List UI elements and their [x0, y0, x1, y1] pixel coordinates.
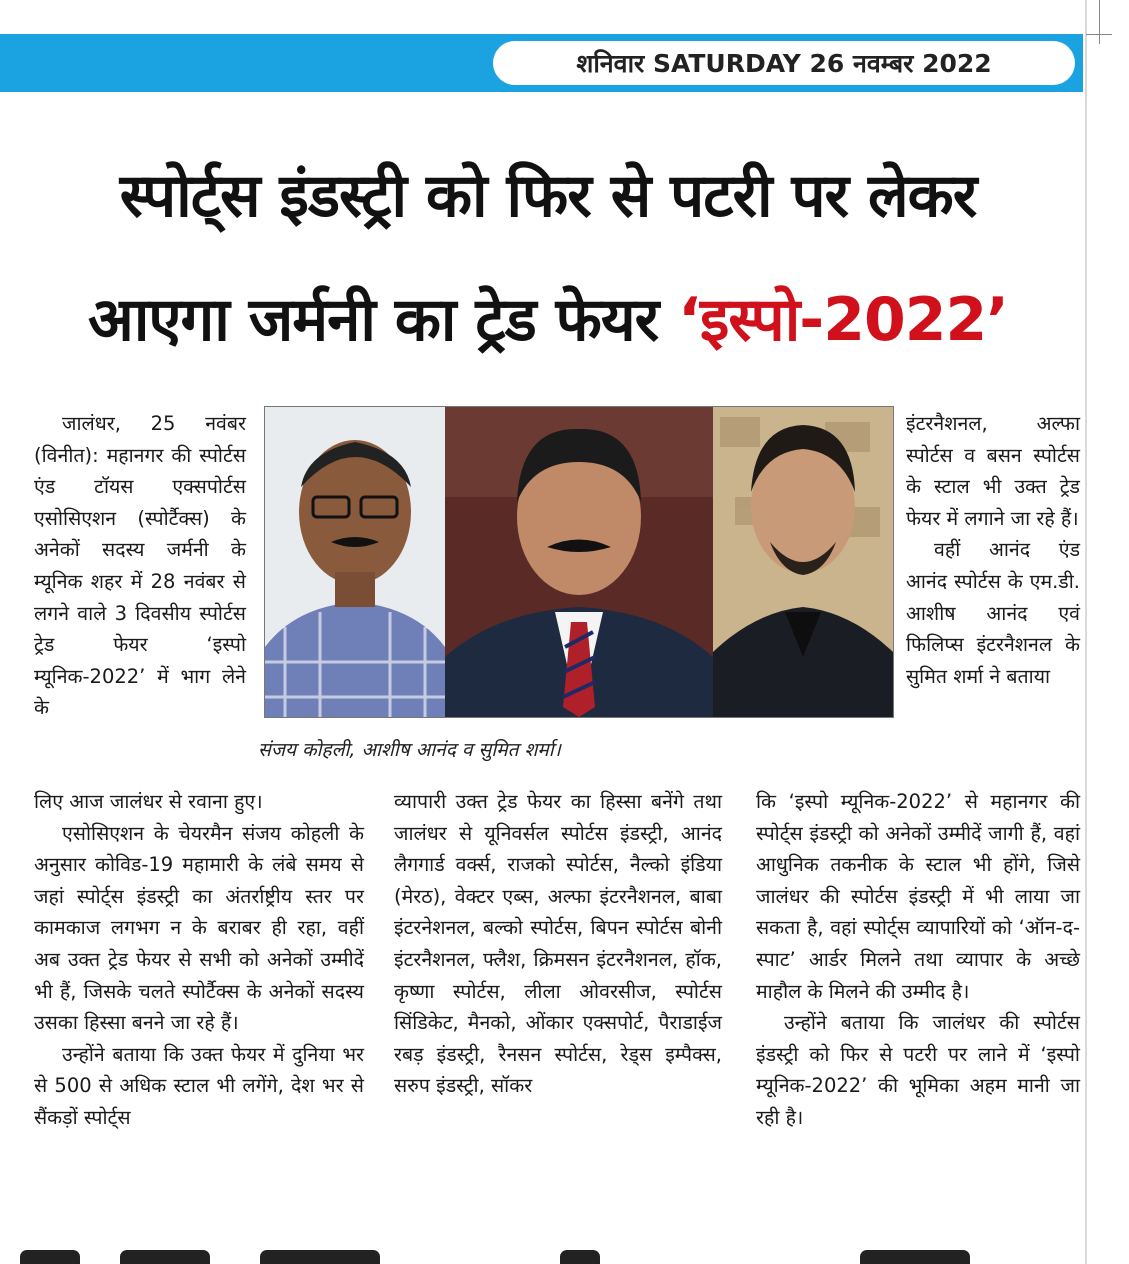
article-paragraph: कि ‘इस्पो म्यूनिक-2022’ से महानगर की स्पोर्ट्स इंडस्ट्री को अनेकों उम्मीदें जागी हैं, वहां आधुनिक तकनीक के स्टाल भी होंगे, जिसे जालंधर की स्पोर्टस इंडस्ट्री में भी लाया जा सकता है, वहां स्पोर्ट्स व्यापारियों को ‘ऑन-द-स्पाट’ आर्डर मिलने तथा व्यापार के अच्छे माहौल के मिलने की उम्मीद है। [756, 790, 1080, 1003]
article-paragraph: वहीं आनंद एंड आनंद स्पोर्टस के एम.डी. आशीष आनंद एवं फिलिप्स इंटरनैशनल के सुमित शर्मा ने बताया [906, 538, 1080, 688]
next-article-cutoff [0, 1244, 1083, 1264]
photo-caption: संजय कोहली, आशीष आनंद व सुमित शर्मा। [258, 739, 561, 761]
headline-line-1: स्पोर्ट्स इंडस्ट्री को फिर से पटरी पर लेकर [119, 161, 977, 231]
article-col3-top [906, 408, 1080, 692]
article-col1-bottom [34, 786, 364, 1134]
crop-mark [1099, 0, 1100, 44]
article-paragraph: इंटरनैशनल, अल्फा स्पोर्टस व बसन स्पोर्टस के स्टाल भी उक्त ट्रेड फेयर में लगाने जा रहे हैं। [906, 412, 1080, 530]
date-line: शनिवार SATURDAY 26 नवम्बर 2022 [493, 41, 1075, 85]
article-col3-bottom [756, 786, 1080, 1134]
headline-highlight: ‘इस्पो-2022’ [678, 285, 1008, 355]
article-paragraph: लिए आज जालंधर से रवाना हुए। [34, 790, 263, 813]
article-paragraph: उन्होंने बताया कि जालंधर की स्पोर्टस इंडस्ट्री को फिर से पटरी पर लाने में ‘इस्पो म्यूनिक-2022’ की भूमिका अहम मानी जा रही है। [756, 1011, 1080, 1129]
article-col2 [394, 786, 722, 1102]
article-paragraph: उन्होंने बताया कि उक्त फेयर में दुनिया भर से 500 से अधिक स्टाल भी लगेंगे, देश भर से सैंकड़ों स्पोर्ट्स [34, 1042, 364, 1129]
headline-line-2 [18, 258, 1078, 382]
page-gutter [1085, 0, 1129, 1264]
photo-illustration [265, 407, 893, 717]
news-photo [264, 406, 894, 718]
headline-line-2-black: आएगा जर्मनी का ट्रेड फेयर [88, 285, 659, 355]
article-paragraph: जालंधर, 25 नवंबर (विनीत): महानगर की स्पोर्टस एंड टॉयस एक्सपोर्टस एसोसिएशन (स्पोर्टैक्स) के अनेकों सदस्य जर्मनी के म्यूनिक शहर में 28 नवंबर से लगने वाले 3 दिवसीय स्पोर्टस ट्रेड फेयर ‘इस्पो म्यूनिक-2022’ में भाग लेने के [34, 412, 246, 720]
article-paragraph: व्यापारी उक्त ट्रेड फेयर का हिस्सा बनेंगे तथा जालंधर से यूनिवर्सल स्पोर्टस इंडस्ट्री, आनंद लैगगार्ड वर्क्स, राजको स्पोर्टस, नैल्को इंडिया (मेरठ), वेक्टर एब्स, अल्फा इंटरनैशनल, बाबा इंटरनेशनल, बल्को स्पोर्टस, बिपन स्पोर्टस बोनी इंटरनैशनल, फ्लैश, क्रिमसन इंटरनैशनल, हॉक, कृष्णा स्पोर्टस, लीला ओवरसीज, स्पोर्टस सिंडिकेट, मैनको, ओंकार एक्सपोर्ट, पैराडाईज रबड़ इंडस्ट्री, रैनसन स्पोर्टस, रेड्स इम्पैक्स, सरुप इंडस्ट्री, सॉकर [394, 790, 722, 1098]
article-col1-top [34, 408, 246, 724]
headline [18, 134, 1078, 382]
article-paragraph: एसोसिएशन के चेयरमैन संजय कोहली के अनुसार कोविड-19 महामारी के लंबे समय से जहां स्पोर्ट्स इंडस्ट्री का अंतर्राष्ट्रीय स्तर पर कामकाज लगभग न के बराबर ही रहा, वहीं अब उक्त ट्रेड फेयर से सभी को अनेकों उम्मीदें भी हैं, जिसके चलते स्पोर्टैक्स के अनेकों सदस्य उसका हिस्सा बनने जा रहे हैं। [34, 821, 364, 1035]
crop-mark [1086, 34, 1112, 35]
